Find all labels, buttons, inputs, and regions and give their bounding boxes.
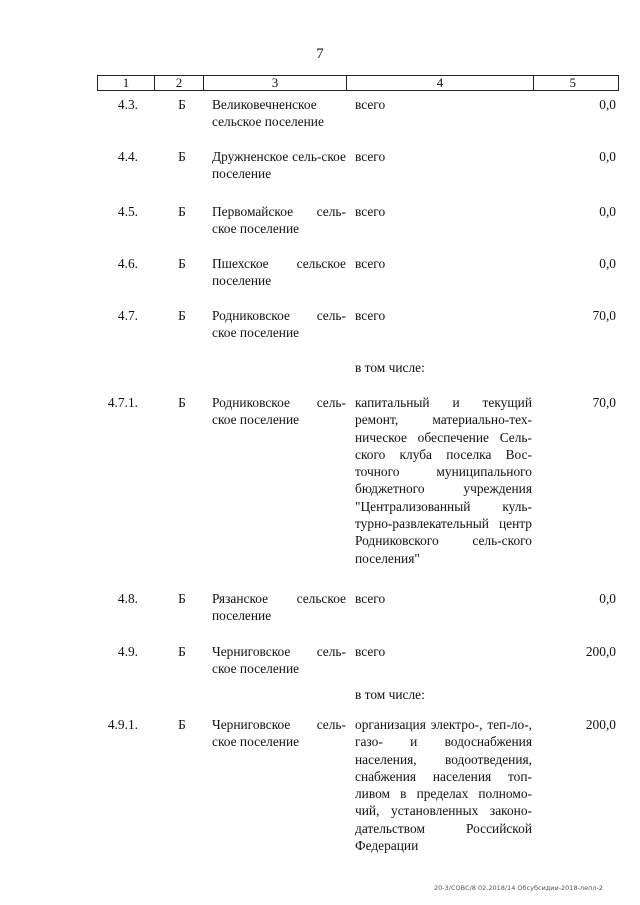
row-settlement-name: Рязанское сельское поселение <box>212 591 346 624</box>
row-category: Б <box>178 97 186 112</box>
column-header-5: 5 <box>569 75 576 90</box>
including-note: в том числе: <box>355 360 425 375</box>
row-settlement-name: Дружненское сель-ское поселение <box>212 149 346 182</box>
row-value: 200,0 <box>585 644 616 659</box>
row-category: Б <box>178 644 186 659</box>
row-category: Б <box>178 308 186 323</box>
row-settlement-name: Черниговское сель-ское поселение <box>212 644 346 677</box>
row-description: всего <box>355 308 386 323</box>
row-value: 0,0 <box>599 149 616 164</box>
row-value: 0,0 <box>599 97 616 112</box>
row-number: 4.7.1. <box>107 395 138 410</box>
row-description: всего <box>355 644 386 659</box>
row-number: 4.3. <box>117 97 138 112</box>
page-number: 7 <box>316 46 324 62</box>
column-header-3: 3 <box>204 76 347 90</box>
row-value: 70,0 <box>592 308 616 323</box>
column-header-row <box>97 75 619 91</box>
row-settlement-name: Пшехское сельское поселение <box>212 256 346 289</box>
row-description: всего <box>355 149 386 164</box>
row-number: 4.9. <box>117 644 138 659</box>
row-settlement-name: Родниковское сель-ское поселение <box>212 308 346 341</box>
row-settlement-name: Первомайское сель-ское поселение <box>212 204 346 237</box>
row-description: всего <box>355 591 386 606</box>
row-settlement-name: Родниковское сель-ское поселение <box>212 395 346 428</box>
column-header-2: 2 <box>155 76 204 90</box>
row-number: 4.9.1. <box>107 717 138 732</box>
row-description: всего <box>355 204 386 219</box>
row-number: 4.6. <box>117 256 138 271</box>
row-number: 4.8. <box>117 591 138 606</box>
row-category: Б <box>178 717 186 732</box>
including-note: в том числе: <box>355 687 425 702</box>
column-header-4: 4 <box>347 76 534 90</box>
row-value: 0,0 <box>599 256 616 271</box>
row-number: 4.4. <box>117 149 138 164</box>
row-category: Б <box>178 149 186 164</box>
document-footer-code: 20-3/СОВС/8 02.2018/14 Обсубсидии-2018-лепл-2 <box>434 884 603 892</box>
row-category: Б <box>178 395 186 410</box>
row-value: 0,0 <box>599 204 616 219</box>
row-description: всего <box>355 256 386 271</box>
row-value: 0,0 <box>599 591 616 606</box>
row-description: всего <box>355 97 386 112</box>
row-number: 4.5. <box>117 204 138 219</box>
row-description: организация электро-, теп-ло-, газо- и водоснабжения населения, водоотведения, снабжения населения топ-ливом в пределах полномо-чий, установленных законо-дательством Российской Федерации <box>355 717 532 854</box>
row-value: 200,0 <box>585 717 616 732</box>
row-description: капитальный и текущий ремонт, материально-тех-ническое обеспечение Сель-ского клуба поселка Вос-точного муниципального бюджетного учреждения "Централизованный куль-турно-развлекательный центр Родниковского сель-ского поселения" <box>355 395 532 566</box>
row-settlement-name: Великовечненское сельское поселение <box>212 97 324 130</box>
row-number: 4.7. <box>117 308 138 323</box>
column-header-1: 1 <box>98 76 155 90</box>
row-category: Б <box>178 204 186 219</box>
row-value: 70,0 <box>592 395 616 410</box>
row-settlement-name: Черниговское сель-ское поселение <box>212 717 346 750</box>
row-category: Б <box>178 591 186 606</box>
row-category: Б <box>178 256 186 271</box>
